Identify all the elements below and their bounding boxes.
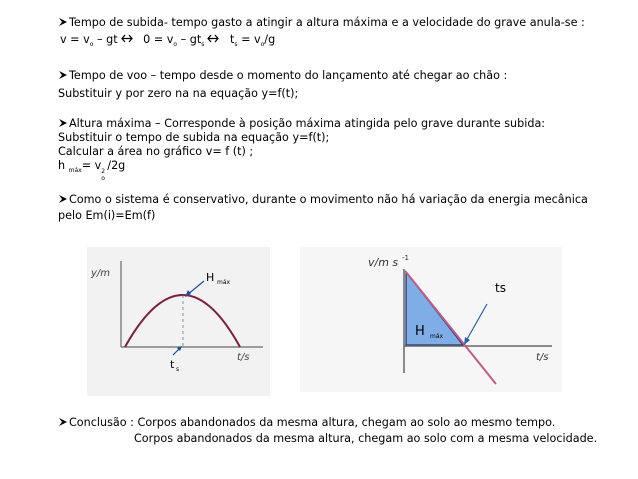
double-arrow-icon [207,34,219,43]
text-line: Calcular a área no gráfico v= f (t) ; [58,145,254,158]
bullet-max-height: Altura máxima – Corresponde à posição máxima atingida pelo grave durante subida: [58,117,545,131]
bullet-arrow-icon [58,118,68,128]
bullet-conservative: Como o sistema é conservativo, durante o movimento não há variação da energia mecânica [58,193,588,207]
bullet-arrow-icon [58,194,68,204]
bullet-flight-time: Tempo de voo – tempo desde o momento do lançamento até chegar ao chão : [58,69,507,83]
area-label-sub: máx [430,333,444,340]
ts-label-sub: s [176,366,180,373]
text-line: Corpos abandonados da mesma altura, chegam ao solo com a mesma velocidade. [134,432,598,445]
peak-label-sub: máx [217,279,231,286]
peak-label: H [206,271,215,284]
y-axis-label: v/m s [368,256,399,269]
parabola-curve [125,295,240,347]
bullet-text: Tempo de subida- tempo gasto a atingir a altura máxima e a velocidade do grave anula-se : [69,16,585,29]
y-axis-label-exp: -1 [402,254,409,262]
ts-label: ts [495,281,506,295]
y-axis-label: y/m [91,268,111,279]
equation-rise-time: $v = v_o$ – gt $0 = v_o - gt_s$ $t_s = v_o/g$ [60,33,276,48]
ts-pointer-arrow [466,304,487,341]
text-line: pelo Em(i)=Em(f) [58,209,156,222]
ts-label: t [170,358,175,371]
velocity-time-graph [300,247,562,392]
text-line: Substituir o tempo de subida na equação y=f(t); [58,131,330,144]
bullet-arrow-icon [58,417,68,427]
position-time-graph [87,247,270,396]
x-axis-label: t/s [237,352,250,363]
bullet-arrow-icon [58,17,68,27]
bullet-conclusion: Conclusão : Corpos abandonados da mesma altura, chegam ao solo ao mesmo tempo. [58,416,555,430]
x-axis-label: t/s [536,352,549,363]
text-line: Substituir y por zero na na equação y=f(t); [58,87,299,100]
bullet-arrow-icon [58,70,68,80]
area-label: H [415,324,425,339]
equation-max-height: h $_{máx}$= v 2 o /2g [58,159,126,182]
double-arrow-icon [121,34,133,43]
bullet-rise-time [58,16,585,30]
